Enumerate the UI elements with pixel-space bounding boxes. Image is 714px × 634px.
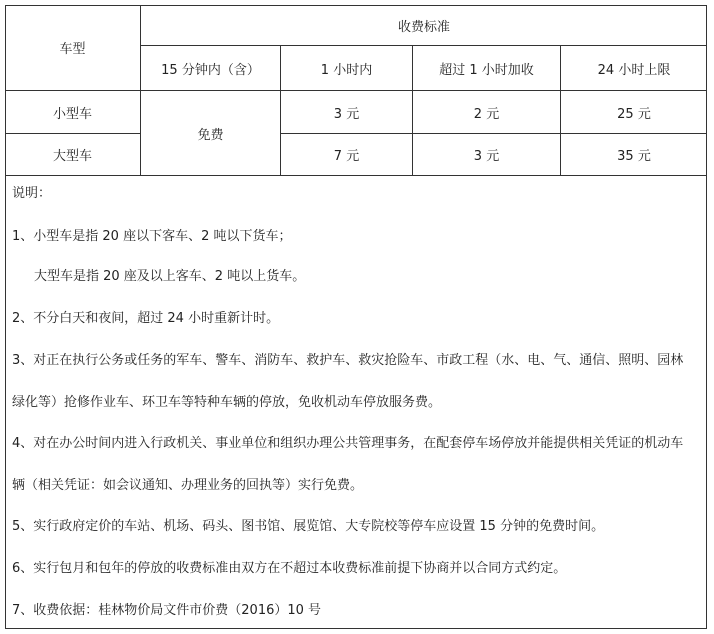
subheader-24hour-cap: 24 小时上限 [597,62,671,78]
note-line: 5、实行政府定价的车站、机场、码头、图书馆、展览馆、大专院校等停车应设置 15 分钟的免费时间。 [12,519,605,534]
row-large-vehicle-1hour: 7 元 [333,149,360,164]
note-line: 4、对在办公时间内进入行政机关、事业单位和组织办理公共管理事务，在配套停车场停放并能提供相关凭证的机动车 [12,436,684,451]
divider [5,175,707,176]
note-line: 6、实行包月和包年的停放的收费标准由双方在不超过本收费标准前提下协商并以合同方式约定。 [12,561,567,576]
note-line: 1、小型车是指 20 座以下客车、2 吨以下货车； [12,229,292,244]
free-cell: 免费 [197,127,224,143]
row-small-vehicle-cap: 25 元 [617,106,651,122]
row-large-vehicle-cap: 35 元 [617,149,651,164]
subheader-1hour: 1 小时内 [320,62,373,78]
note-line: 绿化等）抢修作业车、环卫车等特种车辆的停放，免收机动车停放服务费。 [12,395,442,410]
note-line: 3、对正在执行公务或任务的军车、警车、消防车、救护车、救灾抢险车、市政工程（水、电、气、通信、照明、园林 [12,353,684,368]
note-line: 辆（相关凭证：如会议通知、办理业务的回执等）实行免费。 [12,478,364,493]
row-small-vehicle-1hour: 3 元 [333,106,360,122]
subheader-15min: 15 分钟内（含） [161,62,260,78]
row-large-vehicle-type: 大型车 [52,149,92,164]
row-small-vehicle-extra: 2 元 [473,106,500,122]
note-line: 大型车是指 20 座及以上客车、2 吨以上货车。 [34,269,306,284]
note-line: 7、收费依据：桂林物价局文件市价费（2016）10 号 [12,603,322,618]
row-small-vehicle-type: 小型车 [52,106,92,122]
subheader-extra-hour: 超过 1 小时加收 [439,62,534,78]
note-line: 2、不分白天和夜间，超过 24 小时重新计时。 [12,311,280,326]
row-large-vehicle-extra: 3 元 [473,149,500,164]
header-fee-standard: 收费标准 [397,19,450,35]
notes-title: 说明： [12,186,52,201]
header-vehicle-type: 车型 [59,42,86,57]
